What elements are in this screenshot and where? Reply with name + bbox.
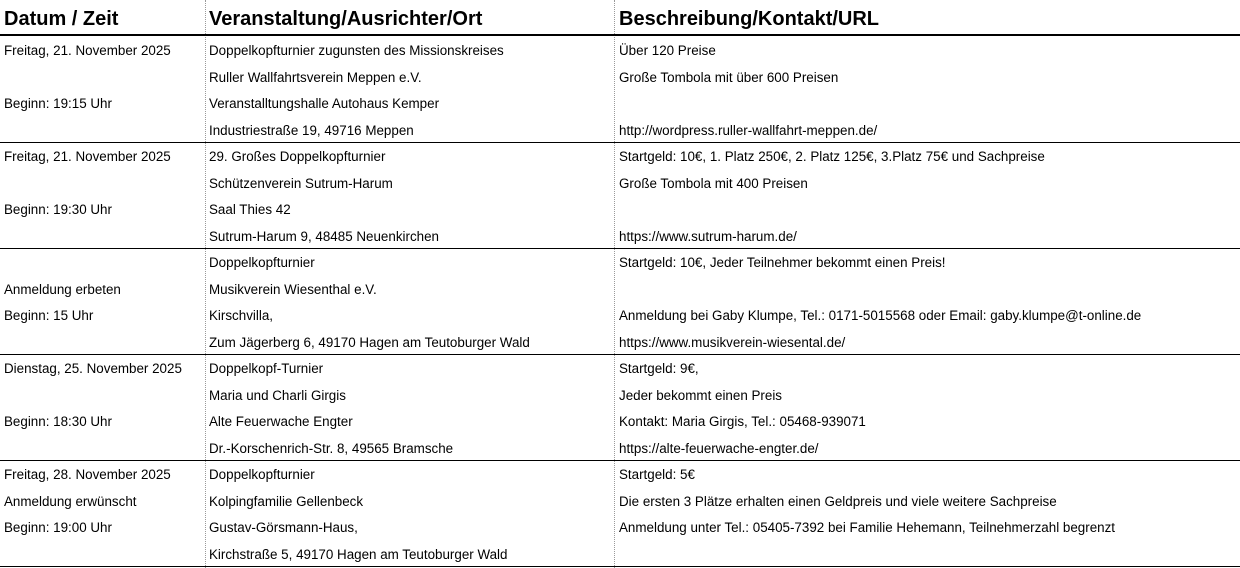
event-line: Kirchstraße 5, 49170 Hagen am Teutoburger Wald — [209, 546, 508, 562]
event-info-cell — [615, 355, 1240, 460]
event-line: Doppelkopfturnier — [209, 255, 315, 270]
info-line: Startgeld: 10€, 1. Platz 250€, 2. Platz 125€, 3.Platz 75€ und Sachpreise — [619, 149, 1045, 164]
event-line: Musikverein Wiesenthal e.V. — [209, 281, 377, 297]
date-line: Beginn: 18:30 Uhr — [4, 414, 112, 429]
date-line — [4, 382, 204, 409]
info-line — [619, 541, 1240, 568]
info-line — [619, 276, 1240, 303]
header-event: Veranstaltung/Ausrichter/Ort — [209, 8, 483, 30]
event-info-cell — [615, 37, 1240, 142]
event-line: Doppelkopfturnier zugunsten des Missionskreises — [209, 43, 504, 58]
event-line: Kirschvilla, — [209, 308, 273, 323]
event-info-cell — [615, 461, 1240, 566]
event-row — [0, 461, 1240, 567]
event-row — [0, 249, 1240, 355]
event-url[interactable]: https://www.musikverein-wiesental.de/ — [619, 334, 846, 350]
date-line — [4, 170, 204, 197]
event-url[interactable]: https://alte-feuerwache-engter.de/ — [619, 440, 819, 456]
event-row — [0, 143, 1240, 249]
date-line — [4, 223, 204, 250]
event-line: Maria und Charli Girgis — [209, 387, 346, 403]
header-row — [0, 0, 1240, 36]
event-line: Saal Thies 42 — [209, 202, 291, 217]
event-line: Schützenverein Sutrum-Harum — [209, 175, 393, 191]
date-line: Freitag, 21. November 2025 — [4, 149, 171, 164]
event-details-cell — [205, 143, 614, 248]
date-line: Beginn: 15 Uhr — [4, 308, 94, 323]
event-date-cell — [0, 143, 204, 248]
event-details-cell — [205, 355, 614, 460]
info-line: Über 120 Preise — [619, 43, 716, 58]
info-line: Anmeldung unter Tel.: 05405-7392 bei Familie Hehemann, Teilnehmerzahl begrenzt — [619, 520, 1116, 535]
event-row — [0, 355, 1240, 461]
info-line: Kontakt: Maria Girgis, Tel.: 05468-939071 — [619, 414, 866, 429]
event-date-cell — [0, 249, 204, 354]
event-line: Industriestraße 19, 49716 Meppen — [209, 122, 414, 138]
event-date-cell — [0, 355, 204, 460]
event-details-cell — [205, 249, 614, 354]
event-info-cell — [615, 249, 1240, 354]
event-line: Sutrum-Harum 9, 48485 Neuenkirchen — [209, 228, 439, 244]
info-line: Die ersten 3 Plätze erhalten einen Geldpreis und viele weitere Sachpreise — [619, 493, 1057, 509]
event-url[interactable]: https://www.sutrum-harum.de/ — [619, 228, 797, 244]
info-line: Startgeld: 9€, — [619, 361, 699, 376]
event-line: Ruller Wallfahrtsverein Meppen e.V. — [209, 69, 422, 85]
date-line: Dienstag, 25. November 2025 — [4, 361, 182, 376]
header-info: Beschreibung/Kontakt/URL — [619, 8, 880, 30]
event-line: Doppelkopf-Turnier — [209, 361, 324, 376]
date-line: Freitag, 21. November 2025 — [4, 43, 171, 58]
event-line: Gustav-Görsmann-Haus, — [209, 520, 358, 535]
event-date-cell — [0, 37, 204, 142]
date-line: Beginn: 19:15 Uhr — [4, 96, 112, 111]
info-line: Große Tombola mit über 600 Preisen — [619, 69, 839, 85]
date-line: Freitag, 28. November 2025 — [4, 467, 171, 482]
date-line — [4, 329, 204, 356]
info-line: Startgeld: 10€, Jeder Teilnehmer bekommt einen Preis! — [619, 255, 946, 270]
event-row — [0, 37, 1240, 143]
date-line — [4, 64, 204, 91]
info-line: Startgeld: 5€ — [619, 467, 695, 482]
event-line: Doppelkopfturnier — [209, 467, 315, 482]
event-line: Dr.-Korschenrich-Str. 8, 49565 Bramsche — [209, 440, 454, 456]
info-line — [619, 196, 1240, 223]
event-line: Veranstalltungshalle Autohaus Kemper — [209, 96, 440, 111]
info-line: Große Tombola mit 400 Preisen — [619, 175, 808, 191]
info-line: Anmeldung bei Gaby Klumpe, Tel.: 0171-5015568 oder Email: gaby.klumpe@t-online.de — [619, 308, 1142, 323]
header-date: Datum / Zeit — [4, 8, 119, 30]
date-line — [4, 117, 204, 144]
event-line: 29. Großes Doppelkopfturnier — [209, 149, 386, 164]
event-line: Alte Feuerwache Engter — [209, 414, 353, 429]
event-line: Zum Jägerberg 6, 49170 Hagen am Teutoburger Wald — [209, 334, 530, 350]
date-line — [4, 435, 204, 462]
event-details-cell — [205, 461, 614, 566]
date-line: Anmeldung erbeten — [4, 281, 121, 297]
event-line: Kolpingfamilie Gellenbeck — [209, 493, 364, 509]
date-line — [4, 541, 204, 568]
event-date-cell — [0, 461, 204, 566]
date-line: Beginn: 19:00 Uhr — [4, 520, 112, 535]
date-line: Anmeldung erwünscht — [4, 493, 137, 509]
date-line: Beginn: 19:30 Uhr — [4, 202, 112, 217]
info-line — [619, 90, 1240, 117]
event-info-cell — [615, 143, 1240, 248]
event-url[interactable]: http://wordpress.ruller-wallfahrt-meppen.de/ — [619, 122, 878, 138]
info-line: Jeder bekommt einen Preis — [619, 387, 782, 403]
event-details-cell — [205, 37, 614, 142]
date-line — [4, 249, 204, 276]
